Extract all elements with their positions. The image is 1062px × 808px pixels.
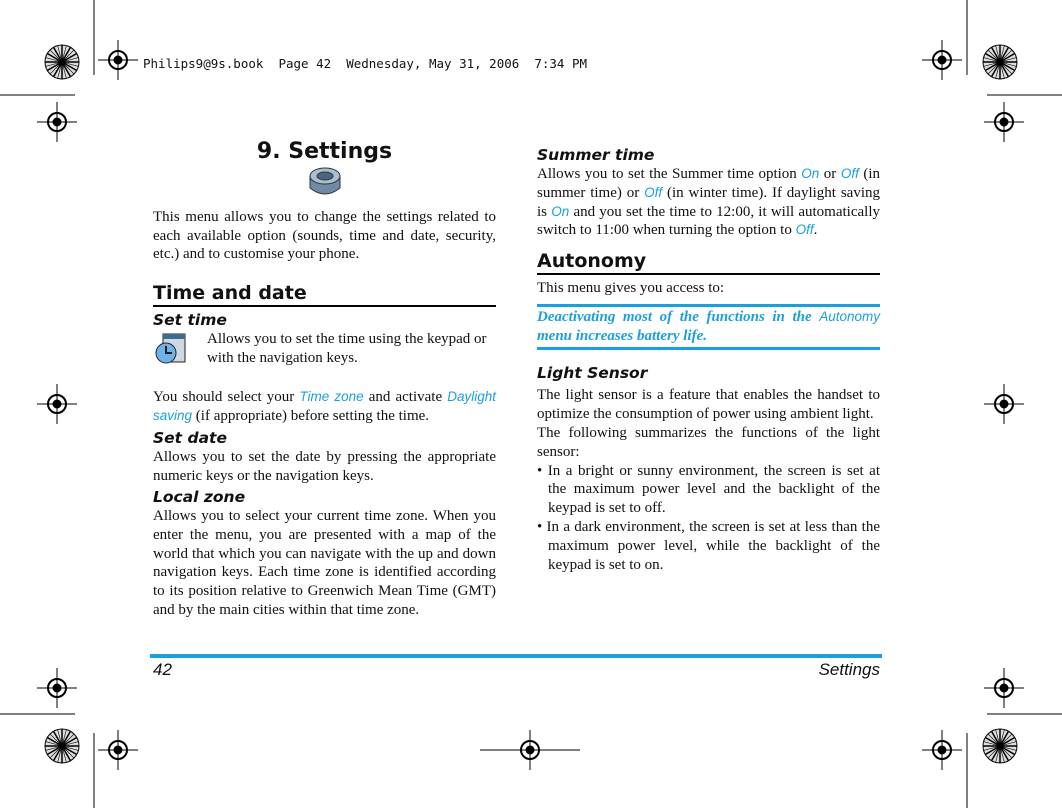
heading-local-zone: Local zone [153, 487, 246, 506]
text: You should select your [153, 388, 300, 405]
autonomy-text: This menu gives you access to: [537, 279, 725, 296]
right-column [537, 146, 880, 574]
light-sensor-p2: The following summarizes the functions of the light sensor: [537, 424, 880, 460]
page-title: 9. Settings [256, 139, 393, 164]
footer-section: Settings [818, 660, 880, 679]
heading-light-sensor: Light Sensor [537, 364, 648, 383]
heading-set-time: Set time [153, 310, 227, 329]
light-sensor-p1: The light sensor is a feature that enables the handset to optimize the consumption of power using ambient light. [537, 387, 880, 423]
option-on: On [801, 166, 820, 181]
text: and activate [363, 388, 448, 405]
option-off: Off [644, 184, 663, 200]
set-time-block [153, 330, 496, 372]
page-number: 42 [153, 660, 172, 679]
option-off: Off [795, 222, 814, 238]
clock-calendar-icon [153, 330, 191, 372]
text: Deactivating most of the functions in the [537, 308, 820, 325]
footer-rule [150, 654, 882, 658]
select-timezone-paragraph [153, 388, 496, 426]
bullet-dark: • In a dark environment, the screen is set at less than the maximum power level, while the backlight of the keypad is set to on. [537, 518, 880, 573]
text: or [819, 166, 841, 182]
daylight-saving-link: Daylight saving [153, 388, 497, 423]
set-date-text: Allows you to set the date by pressing the appropriate numeric keys or the navigation keys. [153, 449, 496, 485]
text: (in winter time). If daylight saving is [537, 184, 880, 220]
text: . [813, 222, 818, 239]
summer-time-text [537, 165, 880, 240]
print-header: Philips9@9s.book Page 42 Wednesday, May 31, 2006 7:34 PM [143, 56, 588, 71]
settings-nut-icon [153, 166, 496, 202]
text: (if appropriate) before setting the time. [192, 407, 430, 424]
option-on: On [551, 203, 570, 219]
heading-set-date: Set date [153, 429, 227, 448]
autonomy-link: Autonomy [819, 308, 880, 324]
intro-paragraph: This menu allows you to change the settings related to each available option (sounds, time and date, security, etc.) and to customise your phone. [153, 208, 496, 263]
bullet-bright: • In a bright or sunny environment, the screen is set at the maximum power level and the backlight of the keypad is set to off. [537, 462, 880, 517]
text: (in summer time) or [537, 166, 880, 201]
set-time-text: Allows you to set the time using the keypad or with the navigation keys. [207, 330, 487, 366]
left-column [153, 139, 497, 620]
option-off: Off [840, 166, 859, 181]
section-time-and-date: Time and date [153, 284, 496, 307]
autonomy-note [537, 304, 880, 351]
local-zone-text: Allows you to select your current time zone. When you enter the menu, you are presented with a map of the world that which you can navigate with the up and down navigation keys. Each time zone is identified according to its position relative to Greenwich Mean Time (GMT) and by the main cities within that time zone. [153, 507, 496, 618]
section-autonomy: Autonomy [537, 252, 880, 275]
time-zone-link: Time zone [299, 388, 364, 404]
text: menu increases battery life. [537, 327, 707, 344]
text: Allows you to set the Summer time option [537, 166, 802, 182]
text: and you set the time to 12:00, it will automatically switch to 11:00 when turning the option to [537, 203, 880, 239]
heading-summer-time: Summer time [537, 146, 655, 164]
